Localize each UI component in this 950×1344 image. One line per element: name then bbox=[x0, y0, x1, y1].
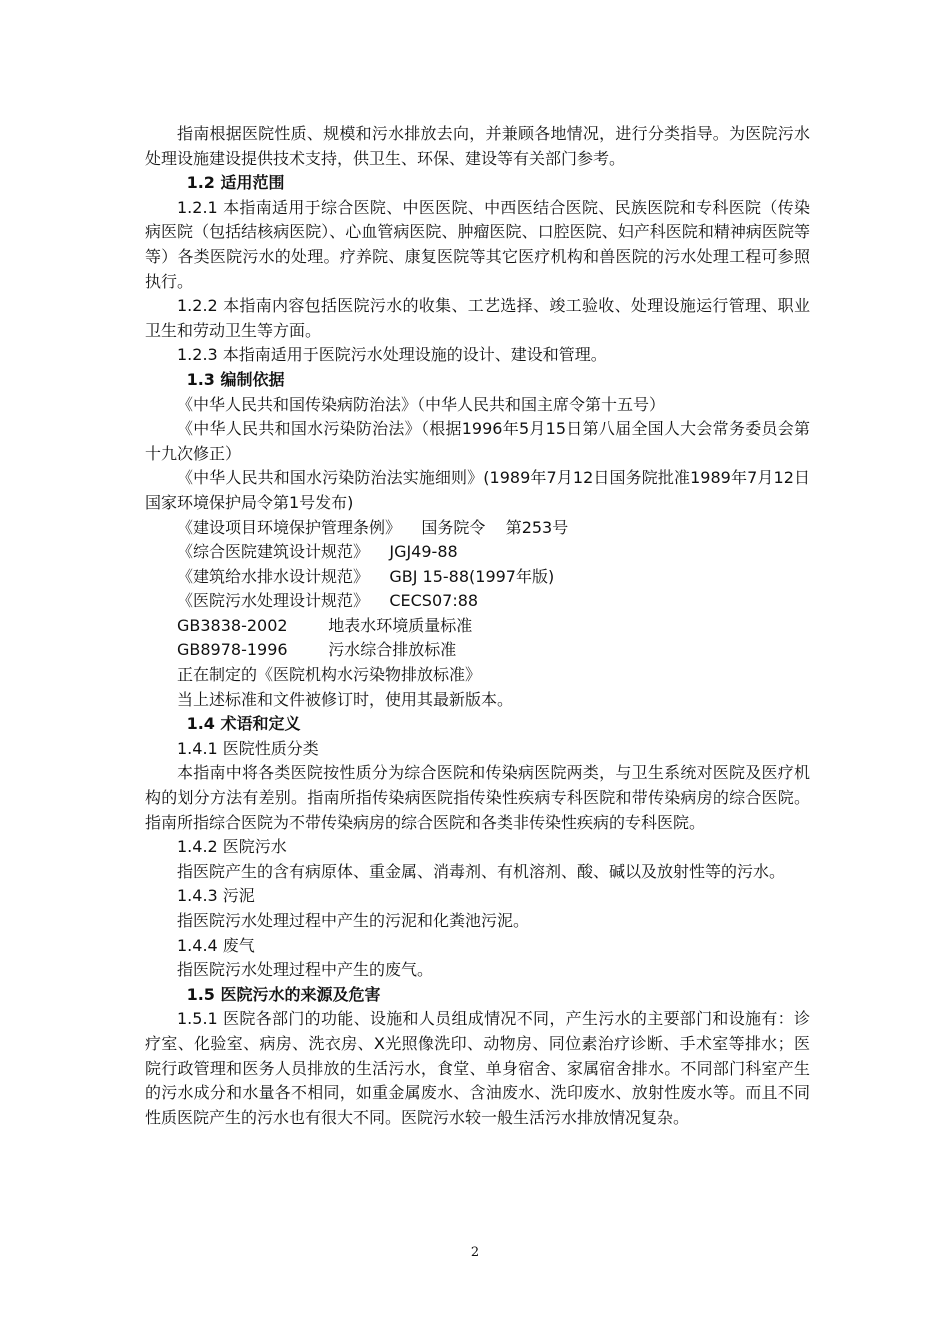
section-heading-1-5: 1.5 医院污水的来源及危害 bbox=[186, 984, 381, 1004]
reference-item: 《中华人民共和国水污染防治法》（根据1996年5月15日第八届全国人大会常务委员会第十九次修正） bbox=[145, 419, 810, 463]
reference-item: GB3838-2002 地表水环境质量标准 bbox=[177, 615, 473, 635]
section-heading-1-4: 1.4 术语和定义 bbox=[186, 714, 301, 734]
reference-item: 《医院污水处理设计规范》 CECS07:88 bbox=[177, 591, 479, 611]
reference-item: 《综合医院建筑设计规范》 JGJ49-88 bbox=[177, 542, 458, 562]
section-heading-1-2: 1.2 适用范围 bbox=[186, 173, 285, 193]
clause-1-2-1: 1.2.1 本指南适用于综合医院、中医医院、中西医结合医院、民族医院和专科医院（传染病医院（包括结核病医院）、心血管病医院、肿瘤医院、口腔医院、妇产科医院和精神病医院等等）各类医院污水的处理。疗养院、康复医院等其它医疗机构和兽医院的污水处理工程可参照执行。 bbox=[145, 197, 810, 291]
term-body-1-4-2: 指医院产生的含有病原体、重金属、消毒剂、有机溶剂、酸、碱以及放射性等的污水。 bbox=[177, 861, 786, 881]
term-body-1-4-4: 指医院污水处理过程中产生的废气。 bbox=[177, 960, 434, 980]
page-body bbox=[145, 122, 810, 1130]
reference-item: 《建设项目环境保护管理条例》 国务院令 第253号 bbox=[177, 517, 569, 537]
reference-item: 正在制定的《医院机构水污染物排放标准》 bbox=[177, 665, 482, 685]
reference-item: 《中华人民共和国水污染防治法实施细则》(1989年7月12日国务院批准1989年7月12日国家环境保护局令第1号发布) bbox=[145, 468, 810, 512]
reference-item: 《建筑给水排水设计规范》 GBJ 15-88(1997年版) bbox=[177, 566, 555, 586]
reference-note: 当上述标准和文件被修订时，使用其最新版本。 bbox=[177, 689, 514, 709]
term-heading-1-4-3: 1.4.3 污泥 bbox=[177, 886, 255, 906]
page-number: 2 bbox=[470, 1245, 480, 1260]
term-heading-1-4-2: 1.4.2 医院污水 bbox=[177, 837, 287, 857]
clause-1-2-3: 1.2.3 本指南适用于医院污水处理设施的设计、建设和管理。 bbox=[177, 345, 607, 365]
clause-1-5-1: 1.5.1 医院各部门的功能、设施和人员组成情况不同，产生污水的主要部门和设施有：诊疗室、化验室、病房、洗衣房、X光照像洗印、动物房、同位素治疗诊断、手术室等排水；医院行政管理和医务人员排放的生活污水，食堂、单身宿舍、家属宿舍排水。不同部门科室产生的污水成分和水量各不相同，如重金属废水、含油废水、洗印废水、放射性废水等。而且不同性质医院产生的污水也有很大不同。医院污水较一般生活污水排放情况复杂。 bbox=[145, 1009, 810, 1127]
intro-paragraph: 指南根据医院性质、规模和污水排放去向，并兼顾各地情况，进行分类指导。为医院污水处理设施建设提供技术支持，供卫生、环保、建设等有关部门参考。 bbox=[145, 124, 810, 168]
term-heading-1-4-4: 1.4.4 废气 bbox=[177, 935, 255, 955]
term-heading-1-4-1: 1.4.1 医院性质分类 bbox=[177, 738, 319, 758]
reference-item: GB8978-1996 污水综合排放标准 bbox=[177, 640, 457, 660]
clause-1-2-2: 1.2.2 本指南内容包括医院污水的收集、工艺选择、竣工验收、处理设施运行管理、职业卫生和劳动卫生等方面。 bbox=[145, 296, 810, 340]
term-body-1-4-1: 本指南中将各类医院按性质分为综合医院和传染病医院两类，与卫生系统对医院及医疗机构的划分方法有差别。指南所指传染病医院指传染性疾病专科医院和带传染病房的综合医院。指南所指综合医院为不带传染病房的综合医院和各类非传染性疾病的专科医院。 bbox=[145, 763, 810, 832]
section-heading-1-3: 1.3 编制依据 bbox=[186, 369, 285, 389]
reference-item: 《中华人民共和国传染病防治法》（中华人民共和国主席令第十五号） bbox=[177, 394, 666, 414]
term-body-1-4-3: 指医院污水处理过程中产生的污泥和化粪池污泥。 bbox=[177, 911, 530, 930]
